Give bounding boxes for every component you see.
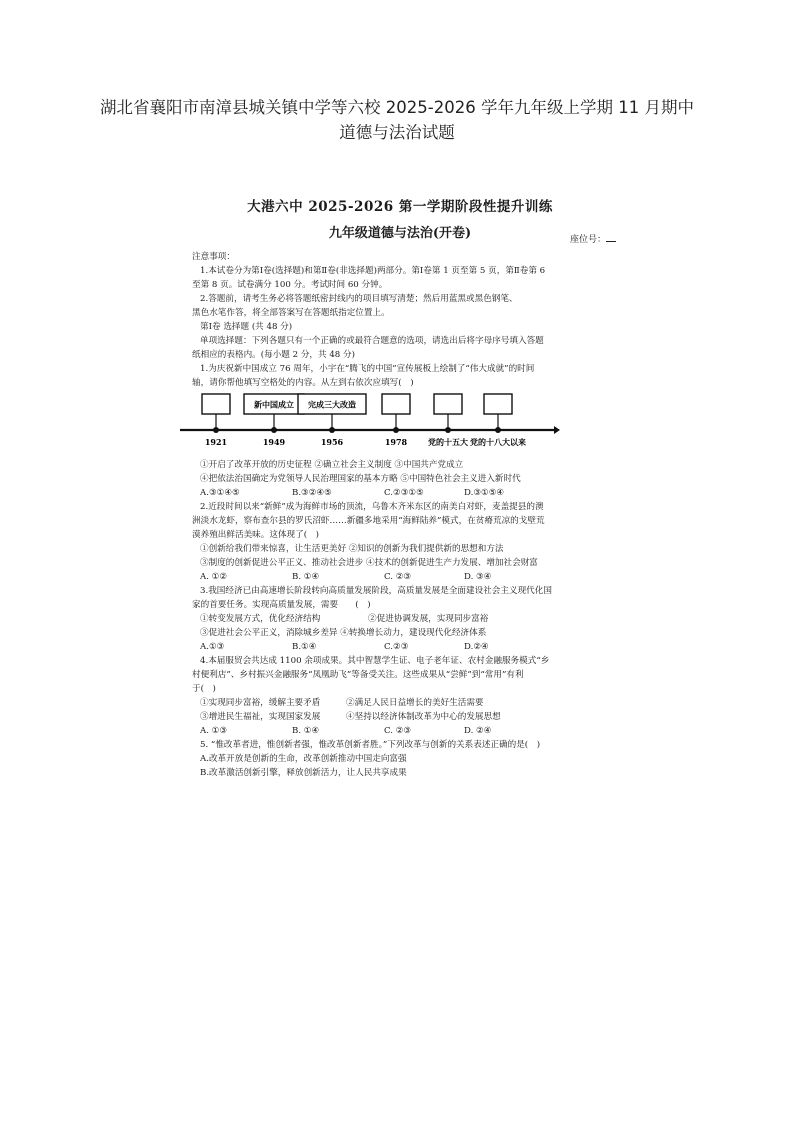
q1-stem-line-1: 1.为庆祝新中国成立 76 周年，小宇在“腾飞的中国”宣传展板上绘制了“伟大成就”的时间 [200,364,535,374]
q3-options [192,640,602,654]
timeline-box-5 [434,394,462,414]
q2-stem-line-2: 洲淡水龙虾，察布查尔县的罗氏沼虾……新疆多地采用“海鲜陆养”模式，在贫瘠荒凉的戈壁荒 [192,516,545,526]
q3-items-line-2: ③促进社会公平正义，消除城乡差异 ④转换增长动力，建设现代化经济体系 [200,628,487,638]
notice-2-line-2: 黑色水笔作答，将全部答案写在答题纸指定位置上。 [192,308,390,318]
timeline-year-3: 1956 [320,437,344,447]
seat-number-field [570,232,616,247]
q1-options [192,486,602,500]
q1-option-a: A.③①④⑤ [200,488,240,498]
timeline-node-3 [329,427,335,433]
timeline-year-6: 党的十八大以来 [470,437,526,447]
q2-items-line-2: ③制度的创新促进公平正义、推动社会进步 ④技术的创新促进生产力发展、增加社会财富 [200,558,538,568]
timeline-year-2: 1949 [262,437,286,447]
q1-option-d: D.③①⑤④ [464,488,505,498]
notice-1-line-1: 1.本试卷分为第Ⅰ卷(选择题)和第Ⅱ卷(非选择题)两部分。第Ⅰ卷第 1 页至第 5 页，第Ⅱ卷第 6 [200,266,546,276]
q4-option-c: C. ②③ [384,726,412,736]
seat-label: 座位号： [570,235,607,245]
notice-1-line-2: 至第 8 页。试卷满分 100 分。考试时间 60 分钟。 [192,280,388,290]
q4-item-2: ②满足人民日益增长的美好生活需要 [346,698,484,708]
seat-blank [606,232,616,242]
q4-items-row-2 [192,710,602,724]
notice-heading: 注意事项： [192,252,235,262]
timeline-node-4 [393,427,399,433]
q4-item-4: ④坚持以经济体制改革为中心的发展思想 [346,712,501,722]
notice-2-line-1: 2.答题前，请考生务必将答题纸密封线内的项目填写清楚；然后用蓝黑或黑色钢笔、 [200,294,518,304]
q5-option-a: A.改革开放是创新的生命，改革创新推动中国走向富强 [200,754,407,764]
q5-option-b: B.改革激活创新引擎，释放创新活力，让人民共享成果 [200,768,407,778]
q3-item-1: ①转变发展方式，优化经济结构 [200,614,321,624]
timeline-box-label-2: 新中国成立 [254,399,294,410]
timeline-graphic [180,392,560,454]
q2-option-b: B. ①④ [292,572,320,582]
document-title-line-1: 湖北省襄阳市南漳县城关镇中学等六校 2025-2026 学年九年级上学期 11 月期中 [100,98,694,117]
exam-subtitle: 九年级道德与法治(开卷) [328,226,472,241]
timeline-node-1 [213,427,219,433]
q3-stem-line-2: 家的首要任务。实现高质量发展，需要 ( ) [192,600,371,610]
timeline-year-5: 党的十五大 [428,437,468,447]
q4-item-3: ③增进民生福祉，实现国家发展 [200,712,321,722]
exam-body [192,250,602,780]
q4-stem-line-2: 村便利店”、乡村振兴金融服务“凤凰助飞”等备受关注。这些成果从“尝鲜”到“常用”有利 [192,670,524,680]
q4-stem-line-3: 于( ) [192,684,216,694]
q2-items-line-1: ①创新给我们带来惊喜，让生活更美好 ②知识的创新为我们提供新的思想和方法 [200,544,504,554]
q3-option-b: B.①④ [292,642,317,652]
q4-option-a: A. ①③ [200,726,228,736]
q3-option-d: D.②④ [464,642,489,652]
q4-stem-line-1: 4.本届服贸会共达成 1100 余项成果。其中智慧学生证、电子老年证、农村金融服务模式“乡 [200,656,550,666]
q3-items-row-1 [192,612,602,626]
q3-stem-line-1: 3.我国经济已由高速增长阶段转向高质量发展阶段，高质量发展是全面建设社会主义现代化国 [200,586,552,596]
q1-stem-line-2: 轴，请你帮他填写空格处的内容。从左到右依次应填写( ) [192,378,414,388]
scanned-exam-page [170,196,630,866]
exam-title: 大港六中 2025-2026 第一学期阶段性提升训练 [247,199,553,215]
timeline-node-6 [495,427,501,433]
timeline-box-4 [382,394,410,414]
timeline-box-1 [202,394,230,414]
q3-option-a: A.①③ [200,642,225,652]
q4-options [192,724,602,738]
timeline-arrow [554,426,560,434]
q2-options [192,570,602,584]
q1-timeline [192,392,602,454]
timeline-node-2 [271,427,277,433]
q4-item-1: ①实现同步富裕，缓解主要矛盾 [200,698,321,708]
q1-items-line-1: ①开启了改革开放的历史征程 ②确立社会主义制度 ③中国共产党成立 [200,460,464,470]
timeline-box-6 [484,394,512,414]
document-title [60,95,734,145]
q1-option-b: B.③②④⑤ [292,488,332,498]
timeline-node-5 [445,427,451,433]
q2-option-d: D. ③④ [464,572,492,582]
q1-option-c: C.②③①⑤ [384,488,424,498]
timeline-box-label-3: 完成三大改造 [308,399,356,410]
instructions-line-1: 单项选择题：下列各题只有一个正确的或最符合题意的选项，请选出后将字母序号填入答题 [200,336,544,346]
q2-option-c: C. ②③ [384,572,412,582]
q5-stem: 5. “惟改革者进，惟创新者强，惟改革创新者胜。”下列改革与创新的关系表述正确的是( ) [200,740,541,750]
document-title-line-2: 道德与法治试题 [339,123,455,142]
timeline-year-1: 1921 [204,437,228,447]
q1-items-line-2: ④把依法治国确定为党领导人民治理国家的基本方略 ⑤中国特色社会主义进入新时代 [200,474,521,484]
q4-option-b: B. ①④ [292,726,320,736]
q3-item-2: ②促进协调发展，实现同步富裕 [368,614,489,624]
q2-stem-line-1: 2.近段时间以来“新鲜”成为海鲜市场的顶流，乌鲁木齐米东区的南美白对虾，麦盖提县的澳 [200,502,544,512]
part-1-heading: 第Ⅰ卷 选择题 (共 48 分) [200,322,293,332]
q4-option-d: D. ②④ [464,726,492,736]
q4-items-row-1 [192,696,602,710]
q2-stem-line-3: 漠养殖出鲜活美味。这体现了( ) [192,530,320,540]
q3-option-c: C.②③ [384,642,409,652]
q2-option-a: A. ①② [200,572,228,582]
timeline-year-4: 1978 [384,437,408,447]
instructions-line-2: 纸相应的表格内。(每小题 2 分，共 48 分) [192,350,355,360]
